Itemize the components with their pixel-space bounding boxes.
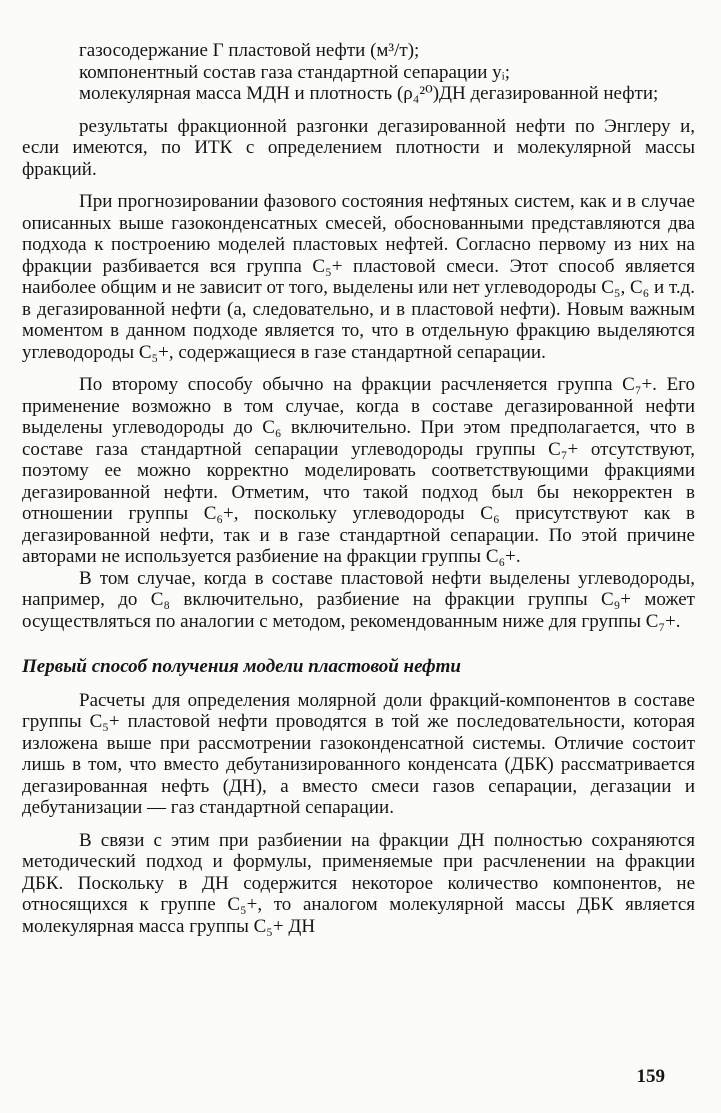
- paragraph-c8-case: В том случае, когда в составе пластовой нефти выделены углеводороды, например, до C₈ включительно, разбиение на фракции группы C₉+ может осуществляться по аналогии с методом, рекомендованным ниже для группы C₇+.: [22, 567, 695, 632]
- paragraph-fractions-dn: В связи с этим при разбиении на фракции ДН полностью сохраняются методический подход и формулы, применяемые при расчленении на фракции ДБК. Поскольку в ДН содержится некоторое количество компонентов, не относящихся к группе C₅+, то аналогом молекулярной массы ДБК является молекулярная масса группы C₅+ ДН: [22, 829, 695, 937]
- paragraph-approaches: При прогнозировании фазового состояния нефтяных систем, как и в случае описанных выше газоконденсатных смесей, обоснованными представляются два подхода к построению моделей пластовых нефтей. Согласно первому из них на фракции разбивается вся группа C₅+ пластовой смеси. Этот способ является наиболее общим и не зависит от того, выделены или нет углеводороды C₅, C₆ и т.д. в дегазированной нефти (а, следовательно, и в пластовой нефти). Новым важным моментом в данном подходе является то, что в отдельную фракцию выделяются углеводороды C₅+, содержащиеся в газе стандартной сепарации.: [22, 191, 695, 363]
- list-item-gas-content: газосодержание Г пластовой нефти (м³/т);: [79, 40, 420, 61]
- paragraph-calculations: Расчеты для определения молярной доли фракций-компонентов в составе группы C₅+ пластовой нефти проводятся в той же последовательности, которая изложена выше при рассмотрении газоконденсатной системы. Отличие состоит лишь в том, что вместо дебутанизированного конденсата (ДБК) рассматривается дегазированная нефть (ДН), а вместо смеси газов сепарации, дегазации и дебутанизации — газ стандартной сепарации.: [22, 689, 695, 818]
- list-item-fractional-distillation: результаты фракционной разгонки дегазированной нефти по Энглеру и, если имеются, по ИТК с определением плотности и молекулярной массы фракций.: [22, 115, 695, 180]
- list-item-gas-composition: компонентный состав газа стандартной сепарации yᵢ;: [79, 61, 511, 83]
- list-item-molecular-mass: молекулярная масса MДН и плотность (ρ₄²⁰)ДН дегазированной нефти;: [79, 83, 659, 104]
- paragraph-second-method: По второму способу обычно на фракции расчленяется группа C₇+. Его применение возможно в том случае, когда в составе дегазированной нефти выделены углеводороды до C₆ включительно. При этом предполагается, что в составе газа стандартной сепарации углеводороды группы C₇+ отсутствуют, поэтому ее можно корректно моделировать соответствующими фракциями дегазированной нефти. Отметим, что такой подход был бы некорректен в отношении группы C₆+, поскольку углеводороды C₆ присутствуют как в дегазированной нефти, так и в газе стандартной сепарации. По этой причине авторами не используется разбиение на фракции группы C₆+.: [22, 374, 695, 567]
- text-column: [22, 40, 695, 937]
- page-number: 159: [636, 1066, 665, 1087]
- section-heading: Первый способ получения модели пластовой нефти: [22, 656, 461, 677]
